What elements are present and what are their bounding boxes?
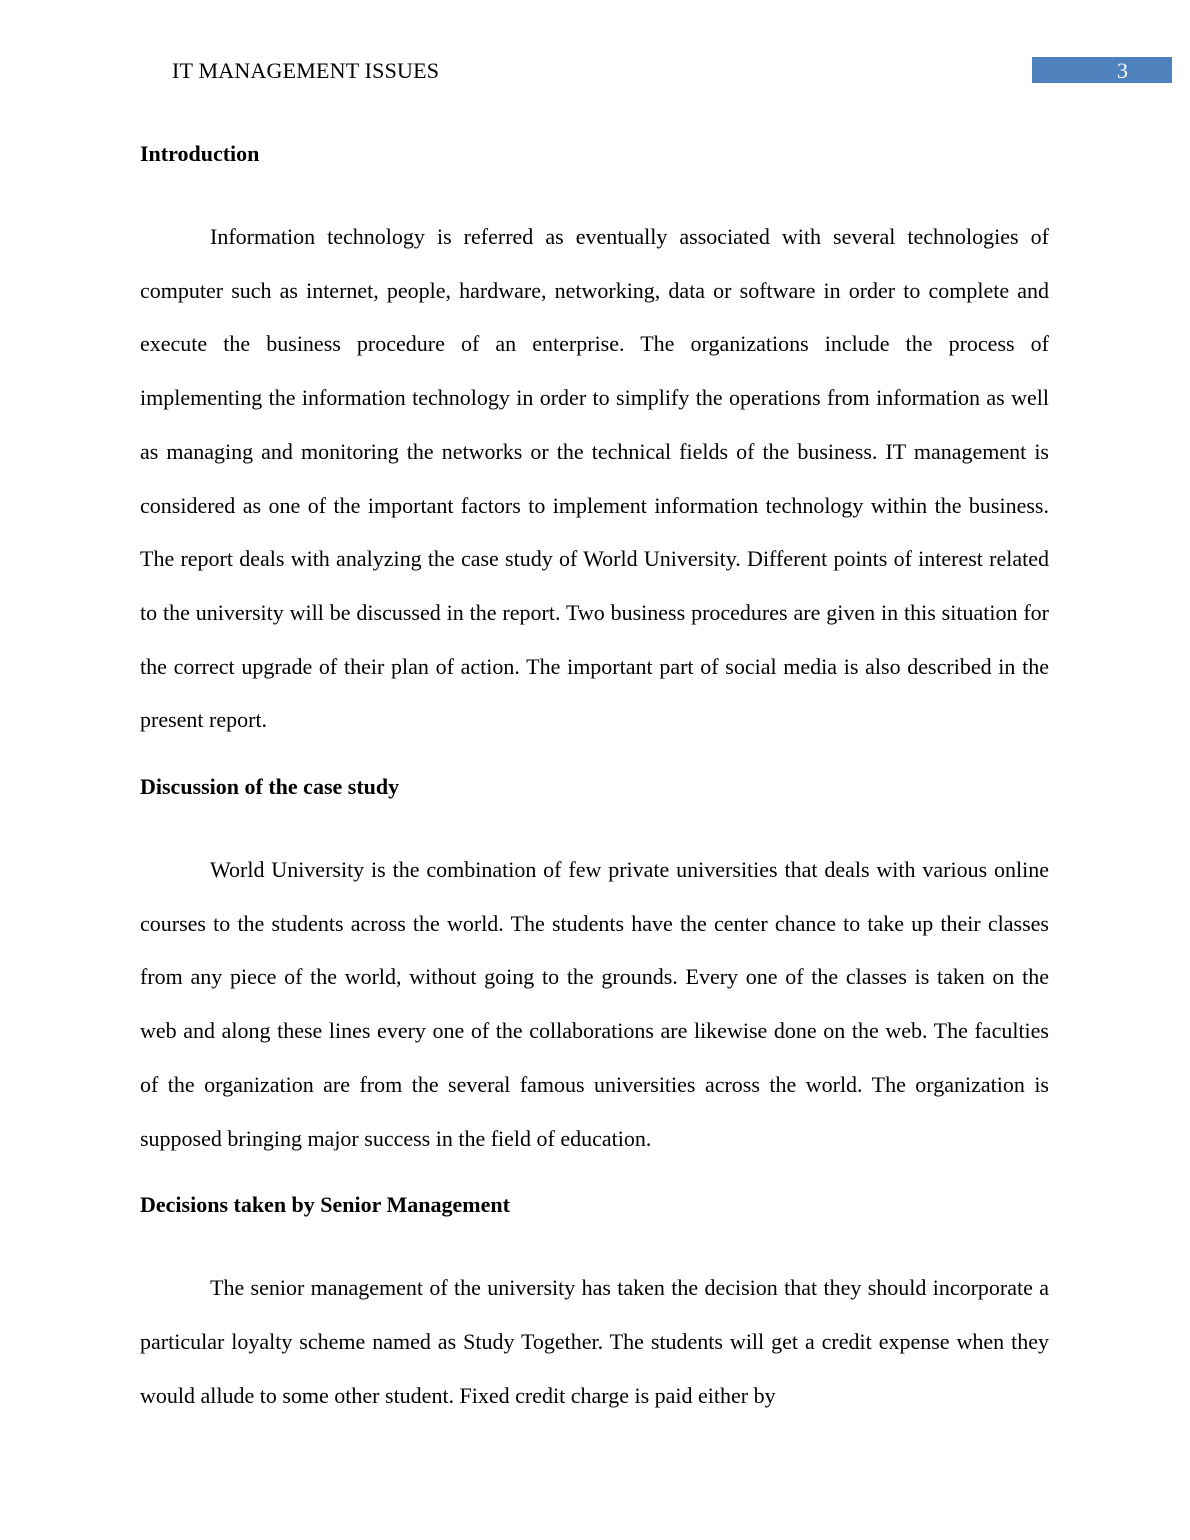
- running-head: IT MANAGEMENT ISSUES: [172, 58, 440, 83]
- section-paragraph-decisions: The senior management of the university has taken the decision that they should incorporate a particular loyalty scheme named as Study Together. The students will get a credit expense when they would allude to some other student. Fixed credit charge is paid either by: [140, 1275, 1049, 1408]
- section-paragraph-introduction: Information technology is referred as eventually associated with several technologies of computer such as internet, people, hardware, networking, data or software in order to complete and execute the business procedure of an enterprise. The organizations include the process of implementing the information technology in order to simplify the operations from information as well as managing and monitoring the networks or the technical fields of the business. IT management is considered as one of the important factors to implement information technology within the business. The report deals with analyzing the case study of World University. Different points of interest related to the university will be discussed in the report. Two business procedures are given in this situation for the correct upgrade of their plan of action. The important part of social media is also described in the present report.: [140, 224, 1049, 733]
- section-heading-discussion: Discussion of the case study: [140, 774, 400, 800]
- section-heading-decisions: Decisions taken by Senior Management: [140, 1192, 510, 1218]
- page-number: 3: [1032, 57, 1172, 83]
- section-paragraph-discussion: World University is the combination of few private universities that deals with various online courses to the students across the world. The students have the center chance to take up their classes from any piece of the world, without going to the grounds. Every one of the classes is taken on the web and along these lines every one of the collaborations are likewise done on the web. The faculties of the organization are from the several famous universities across the world. The organization is supposed bringing major success in the field of education.: [140, 857, 1049, 1151]
- section-heading-introduction: Introduction: [140, 141, 260, 166]
- document-body: [140, 137, 1049, 1422]
